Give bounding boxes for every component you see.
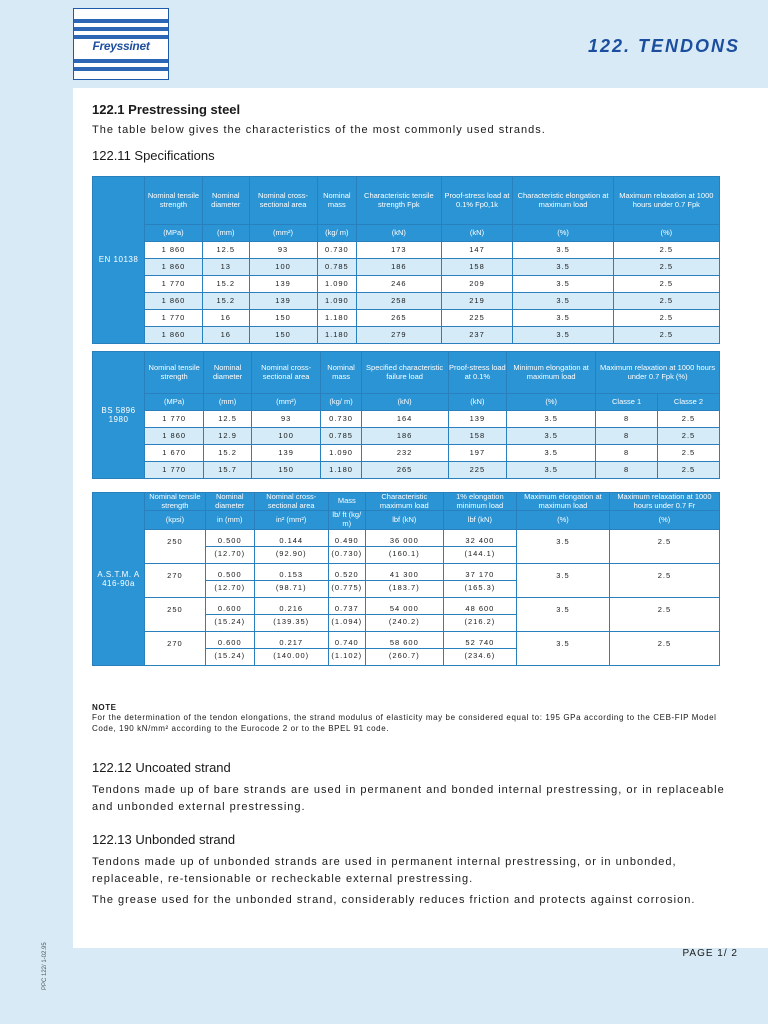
standard-label: A.S.T.M. A 416-90a — [93, 493, 145, 666]
column-header: Proof-stress load at 0.1% — [448, 352, 507, 394]
table-cell: 12.5 — [202, 242, 249, 259]
table-cell: 0.600 — [205, 597, 254, 614]
table-cell: 41 300 — [365, 563, 443, 580]
table-en10138 — [92, 176, 720, 344]
table-cell: 139 — [448, 411, 507, 428]
unit-header: (kN) — [361, 394, 448, 411]
table-cell: 32 400 — [443, 529, 516, 546]
unit-header: in (mm) — [205, 511, 254, 529]
table-cell: 2.5 — [613, 242, 719, 259]
table-cell: 3.5 — [517, 597, 610, 631]
table-cell: 258 — [357, 293, 441, 310]
table-cell: 147 — [441, 242, 513, 259]
table-cell: 3.5 — [517, 563, 610, 597]
column-header: Characteristic elongation at maximum load — [513, 177, 613, 225]
table-cell: 48 600 — [443, 597, 516, 614]
table-row — [93, 327, 720, 344]
table-cell: 250 — [145, 529, 206, 563]
table-row — [93, 445, 720, 462]
column-header: Maximum relaxation at 1000 hours under 0.7 Fpk — [613, 177, 719, 225]
column-header: Nominal cross-sectional area — [251, 352, 321, 394]
table-cell: 232 — [361, 445, 448, 462]
table-cell: 279 — [357, 327, 441, 344]
table-cell: 225 — [441, 310, 513, 327]
unit-header: (%) — [613, 225, 719, 242]
table-cell: 150 — [249, 327, 317, 344]
table-cell: 15.7 — [204, 462, 251, 479]
table-cell: 37 170 — [443, 563, 516, 580]
table-cell: 1.180 — [321, 462, 361, 479]
table-row — [93, 242, 720, 259]
table-cell: 197 — [448, 445, 507, 462]
table-cell: 1.180 — [317, 327, 357, 344]
table-cell: 186 — [357, 259, 441, 276]
table-cell: 270 — [145, 563, 206, 597]
note-block — [92, 703, 727, 734]
table-row — [93, 462, 720, 479]
unit-header: (MPa) — [145, 225, 203, 242]
column-header: Specified characteristic failure load — [361, 352, 448, 394]
table-cell: 237 — [441, 327, 513, 344]
table-cell: 139 — [249, 293, 317, 310]
table-cell: 1.090 — [317, 293, 357, 310]
unit-header: (kg/ m) — [321, 394, 361, 411]
table-row — [93, 428, 720, 445]
table-cell: 139 — [251, 445, 321, 462]
unit-header: Classe 1 — [596, 394, 658, 411]
table-cell: 0.600 — [205, 631, 254, 648]
table-cell: 12.5 — [204, 411, 251, 428]
section-title-unbonded: 122.13 Unbonded strand — [92, 832, 236, 847]
column-header: Nominal cross-sectional area — [249, 177, 317, 225]
table-cell: 0.785 — [317, 259, 357, 276]
table-cell: 250 — [145, 597, 206, 631]
column-header: Nominal diameter — [205, 493, 254, 511]
table-cell: 0.490 — [328, 529, 365, 546]
table-cell: 0.217 — [254, 631, 328, 648]
table-cell: 8 — [596, 428, 658, 445]
table-cell: (240.2) — [365, 614, 443, 631]
column-header: Characteristic maximum load — [365, 493, 443, 511]
table-cell: 15.2 — [202, 276, 249, 293]
table-cell: 100 — [249, 259, 317, 276]
table-cell: (140.00) — [254, 648, 328, 665]
table-row — [93, 529, 720, 546]
table-cell: 225 — [448, 462, 507, 479]
table-cell: 186 — [361, 428, 448, 445]
table-cell: 0.216 — [254, 597, 328, 614]
table-astm — [92, 492, 720, 666]
table-cell: 93 — [249, 242, 317, 259]
unit-header: (mm²) — [249, 225, 317, 242]
column-header: Nominal diameter — [202, 177, 249, 225]
note-text: For the determination of the tendon elongations, the strand modulus of elasticity may be considered equal to: 195 GPa according to the CEB-FIP Model Code, 190 kN/mm² according to the Eurocode 2 or to the BPEL 91 code. — [92, 713, 717, 733]
table-cell: 270 — [145, 631, 206, 665]
table-cell: (260.7) — [365, 648, 443, 665]
table-cell: 54 000 — [365, 597, 443, 614]
table-cell: 246 — [357, 276, 441, 293]
table-cell: 158 — [448, 428, 507, 445]
table-cell: 0.730 — [317, 242, 357, 259]
column-header: Nominal cross-sectional area — [254, 493, 328, 511]
table-cell: 3.5 — [507, 428, 596, 445]
table-row — [93, 259, 720, 276]
table-cell: 139 — [249, 276, 317, 293]
table-cell: 36 000 — [365, 529, 443, 546]
table-cell: 3.5 — [513, 242, 613, 259]
table-cell: 13 — [202, 259, 249, 276]
column-header: Nominal tensile strength — [145, 352, 204, 394]
column-header: Characteristic tensile strength Fpk — [357, 177, 441, 225]
table-cell: 265 — [357, 310, 441, 327]
column-header: Nominal tensile strength — [145, 177, 203, 225]
table-cell: 1.090 — [321, 445, 361, 462]
unit-header: (%) — [609, 511, 719, 529]
table-cell: 16 — [202, 327, 249, 344]
table-cell: 1 770 — [145, 310, 203, 327]
unit-header: (kN) — [441, 225, 513, 242]
table-cell: 2.5 — [658, 411, 720, 428]
table-cell: 150 — [251, 462, 321, 479]
table-cell: (183.7) — [365, 580, 443, 597]
table-cell: (0.730) — [328, 546, 365, 563]
table-cell: 0.730 — [321, 411, 361, 428]
column-header: 1% elongation minimum load — [443, 493, 516, 511]
table-cell: 2.5 — [613, 310, 719, 327]
column-header: Maximum relaxation at 1000 hours under 0.7 Fr — [609, 493, 719, 511]
table-cell: (160.1) — [365, 546, 443, 563]
table-cell: (144.1) — [443, 546, 516, 563]
table-cell: 1 860 — [145, 242, 203, 259]
table-cell: 0.500 — [205, 529, 254, 546]
unit-header: lbf (kN) — [443, 511, 516, 529]
unit-header: lbf (kN) — [365, 511, 443, 529]
table-cell: 12.9 — [204, 428, 251, 445]
standard-label: EN 10138 — [93, 177, 145, 344]
column-header: Nominal mass — [321, 352, 361, 394]
table-cell: 3.5 — [507, 411, 596, 428]
table-cell: 1 770 — [145, 276, 203, 293]
table-cell: (216.2) — [443, 614, 516, 631]
column-header: Nominal tensile strength — [145, 493, 206, 511]
table-cell: (139.35) — [254, 614, 328, 631]
unit-header: (mm) — [202, 225, 249, 242]
table-cell: 1 860 — [145, 259, 203, 276]
table-cell: 3.5 — [513, 259, 613, 276]
table-cell: 2.5 — [609, 631, 719, 665]
table-row — [93, 563, 720, 580]
table-cell: 0.740 — [328, 631, 365, 648]
table-cell: 2.5 — [609, 529, 719, 563]
document-title: 122. TENDONS — [587, 36, 740, 56]
table-cell: 3.5 — [513, 293, 613, 310]
standard-label: BS 5896 1980 — [93, 352, 145, 479]
table-cell: 3.5 — [513, 310, 613, 327]
table-cell: 1 860 — [145, 293, 203, 310]
table-row — [93, 310, 720, 327]
unit-header: (%) — [513, 225, 613, 242]
table-cell: 3.5 — [513, 327, 613, 344]
table-cell: (0.775) — [328, 580, 365, 597]
column-header: Nominal mass — [317, 177, 357, 225]
table-cell: 2.5 — [613, 259, 719, 276]
unit-header: (kg/ m) — [317, 225, 357, 242]
logo-text: Freyssinet — [74, 39, 168, 57]
table-cell: 3.5 — [517, 529, 610, 563]
unit-header: (%) — [507, 394, 596, 411]
table-cell: 2.5 — [609, 563, 719, 597]
intro-paragraph: The table below gives the characteristics of the most commonly used strands. — [92, 124, 546, 136]
table-cell: (15.24) — [205, 614, 254, 631]
table-cell: 2.5 — [609, 597, 719, 631]
unit-header: (kpsi) — [145, 511, 206, 529]
unit-header: in² (mm²) — [254, 511, 328, 529]
table-cell: 1 670 — [145, 445, 204, 462]
page-number: PAGE 1/ 2 — [682, 948, 738, 959]
page-header — [0, 0, 768, 88]
table-cell: 0.144 — [254, 529, 328, 546]
table-cell: (234.6) — [443, 648, 516, 665]
table-cell: 15.2 — [204, 445, 251, 462]
section-title-uncoated: 122.12 Uncoated strand — [92, 760, 231, 775]
table-cell: 150 — [249, 310, 317, 327]
table-cell: (165.3) — [443, 580, 516, 597]
unit-header: lb/ ft (kg/ m) — [328, 511, 365, 529]
table-cell: 58 600 — [365, 631, 443, 648]
table-cell: 173 — [357, 242, 441, 259]
table-cell: 93 — [251, 411, 321, 428]
table-cell: 3.5 — [507, 462, 596, 479]
table-cell: 52 740 — [443, 631, 516, 648]
uncoated-paragraph: Tendons made up of bare strands are used in permanent and bonded internal prestressing, or in replaceable and unbonded external prestressing. — [92, 784, 725, 813]
unit-header: (MPa) — [145, 394, 204, 411]
table-cell: 15.2 — [202, 293, 249, 310]
table-cell: 0.785 — [321, 428, 361, 445]
unbonded-paragraph-2: The grease used for the unbonded strand, considerably reduces friction and protects against corrosion. — [92, 894, 696, 906]
table-cell: 0.737 — [328, 597, 365, 614]
table-cell: 1.090 — [317, 276, 357, 293]
table-bs5896 — [92, 351, 720, 479]
table-cell: 2.5 — [658, 428, 720, 445]
table-cell: 1 770 — [145, 462, 204, 479]
table-cell: 2.5 — [613, 276, 719, 293]
unit-header: (%) — [517, 511, 610, 529]
table-cell: 164 — [361, 411, 448, 428]
table-cell: 209 — [441, 276, 513, 293]
table-cell: 0.500 — [205, 563, 254, 580]
table-cell: 1.180 — [317, 310, 357, 327]
table-row — [93, 631, 720, 648]
unit-header: (kN) — [357, 225, 441, 242]
table-cell: 100 — [251, 428, 321, 445]
section-title-specifications: 122.11 Specifications — [92, 148, 215, 163]
table-cell: 8 — [596, 411, 658, 428]
table-cell: 1 770 — [145, 411, 204, 428]
unbonded-paragraph-1: Tendons made up of unbonded strands are used in permanent internal prestressing, or in unbonded, replaceable, re-tensionable or recheckable external prestressing. — [92, 856, 677, 885]
table-cell: (98.71) — [254, 580, 328, 597]
table-cell: (92.90) — [254, 546, 328, 563]
table-row — [93, 276, 720, 293]
table-cell: (12.70) — [205, 546, 254, 563]
freyssinet-logo — [73, 8, 169, 80]
table-cell: 219 — [441, 293, 513, 310]
table-cell: (1.094) — [328, 614, 365, 631]
column-header: Maximum elongation at maximum load — [517, 493, 610, 511]
table-cell: 2.5 — [658, 445, 720, 462]
unit-header: Classe 2 — [658, 394, 720, 411]
table-cell: (12.70) — [205, 580, 254, 597]
table-cell: 1 860 — [145, 327, 203, 344]
table-cell: 3.5 — [517, 631, 610, 665]
table-cell: 0.520 — [328, 563, 365, 580]
column-header: Proof-stress load at 0.1% Fp0,1k — [441, 177, 513, 225]
table-cell: 8 — [596, 445, 658, 462]
column-header: Maximum relaxation at 1000 hours under 0.7 Fpk (%) — [596, 352, 720, 394]
table-row — [93, 597, 720, 614]
column-header: Mass — [328, 493, 365, 511]
table-cell: 2.5 — [613, 293, 719, 310]
unit-header: (mm) — [204, 394, 251, 411]
table-cell: 0.153 — [254, 563, 328, 580]
table-cell: 8 — [596, 462, 658, 479]
table-cell: 3.5 — [513, 276, 613, 293]
table-cell: 16 — [202, 310, 249, 327]
table-cell: 265 — [361, 462, 448, 479]
section-title-prestressing: 122.1 Prestressing steel — [92, 102, 241, 117]
table-cell: 2.5 — [658, 462, 720, 479]
table-row — [93, 293, 720, 310]
table-cell: 1 860 — [145, 428, 204, 445]
unit-header: (kN) — [448, 394, 507, 411]
table-row — [93, 411, 720, 428]
table-cell: (15.24) — [205, 648, 254, 665]
table-cell: 158 — [441, 259, 513, 276]
document-reference: PPC 122/ 1-02.95 — [42, 942, 48, 990]
table-cell: (1.102) — [328, 648, 365, 665]
column-header: Nominal diameter — [204, 352, 251, 394]
note-title: NOTE — [92, 703, 117, 712]
table-cell: 3.5 — [507, 445, 596, 462]
column-header: Minimum elongation at maximum load — [507, 352, 596, 394]
unit-header: (mm²) — [251, 394, 321, 411]
table-cell: 2.5 — [613, 327, 719, 344]
